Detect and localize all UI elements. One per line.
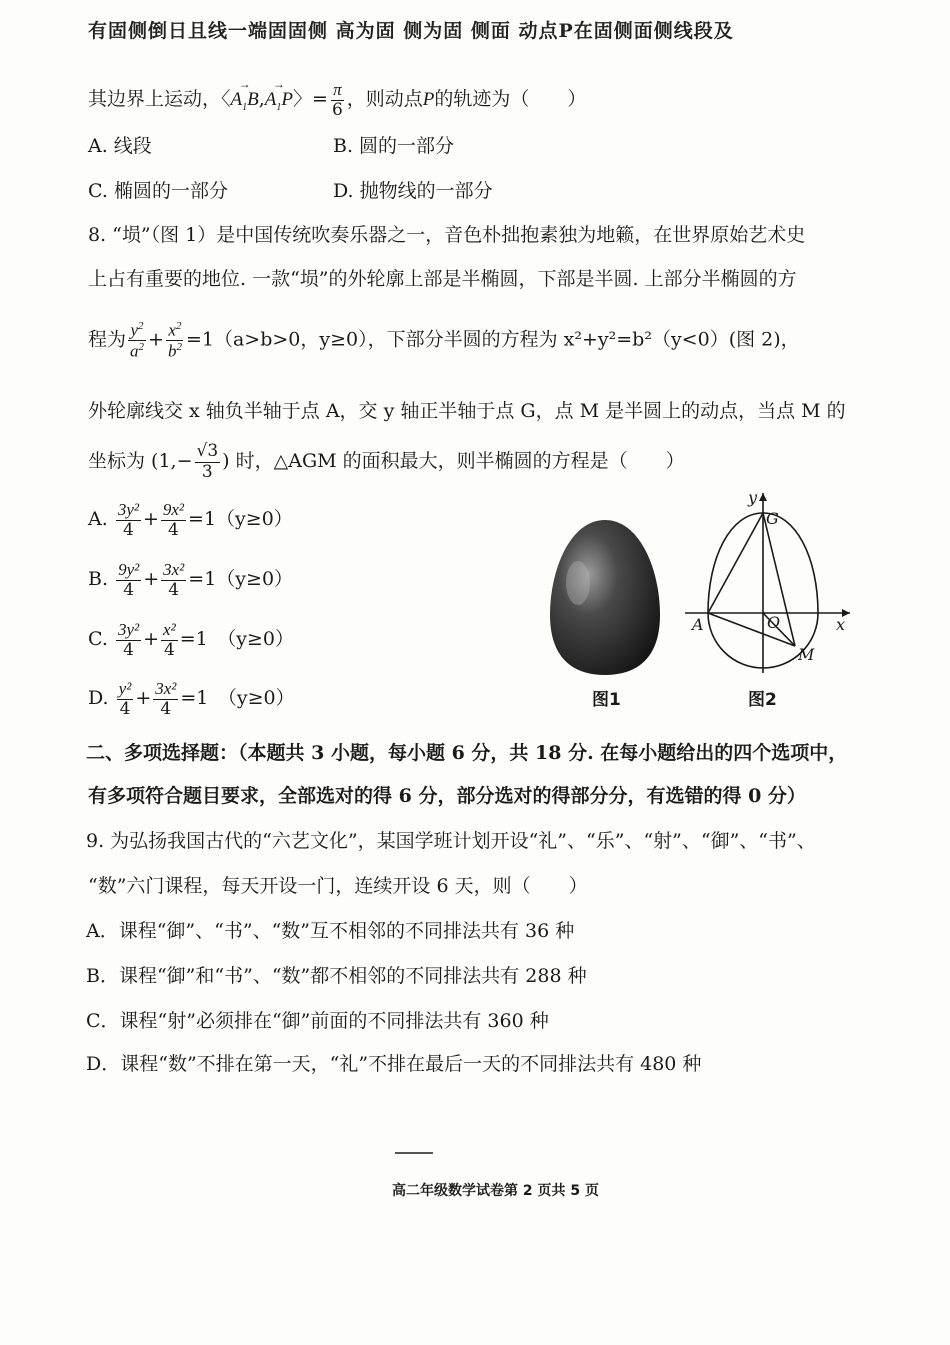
ellipse-circle-diagram — [670, 488, 860, 683]
q7-option-c: C. 椭圆的一部分 — [88, 180, 228, 202]
q7-option-d: D. 抛物线的一部分 — [333, 180, 493, 202]
q8-option-b: B. $\frac{\text{9y²}}{4}$ + $\frac{\text{3x²}}{4}$ =1（y≥0） — [88, 560, 294, 600]
pi-over-six: $\frac{\pi}{6}$ — [331, 80, 343, 120]
q7-partial-line: 有固侧倒日且线一端固固侧 高为固 侧为固 侧面 动点P在固侧面侧线段及 — [88, 20, 734, 42]
q7-option-a: A. 线段 — [88, 135, 152, 157]
angle-expression: 〈→ $A_1B,\to A_1P$〉= — [221, 88, 328, 110]
cropped-top-line — [0, 0, 950, 42]
label-y: y — [748, 488, 758, 507]
segment-AG — [708, 513, 763, 613]
section2-heading-line-1: 二、多项选择题：（本题共 3 小题，每小题 6 分，共 18 分. 在每小题给出的四个选项中， — [86, 742, 848, 764]
q8-option-d: D. $\frac{\text{y²}}{4}$ + $\frac{\text{3x²}}{4}$ =1 （y≥0） — [88, 679, 295, 719]
section2-heading-line-2: 有多项符合题目要求，全部选对的得 6 分，部分选对的得部分分，有选错的得 0 分） — [88, 785, 806, 807]
label-O: O — [767, 613, 781, 632]
label-A: A — [692, 615, 704, 634]
fig2-caption: 图2 — [748, 690, 777, 710]
page-footer: 高二年级数学试卷第 2 页共 5 页 — [392, 1183, 599, 1199]
q9-line-1: 9. 为弘扬我国古代的“六艺文化”，某国学班计划开设“礼”、“乐”、“射”、“御”、“书”、 — [86, 830, 816, 852]
q8-line-2: 上占有重要的地位. 一款“埙”的外轮廓上部是半椭圆，下部是半圆. 上部分半椭圆的方 — [88, 268, 797, 290]
q9-option-b: B．课程“御”和“书”、“数”都不相邻的不同排法共有 288 种 — [86, 965, 587, 987]
q8-line-5: 坐标为 (1,− $\frac{√3}{3}$ ) 时，△AGM 的面积最大，则半椭圆的方程是（ ） — [88, 441, 685, 482]
footer-dash — [395, 1152, 433, 1154]
segment-AM — [708, 613, 795, 646]
q8-option-c: C. $\frac{\text{3y²}}{4}$ + $\frac{\text{x²}}{4}$ =1 （y≥0） — [88, 620, 294, 660]
label-M: M — [798, 645, 815, 664]
q8-line-4: 外轮廓线交 x 轴负半轴于点 A，交 y 轴正半轴于点 G，点 M 是半圆上的动点，当点 M 的 — [88, 400, 846, 422]
fig1-caption: 图1 — [592, 690, 621, 710]
label-x: x — [836, 615, 846, 634]
q7-option-b: B. 圆的一部分 — [333, 135, 455, 157]
q8-line-1: 8. “埙”（图 1）是中国传统吹奏乐器之一，音色朴拙抱素独为地籁，在世界原始艺术史 — [88, 224, 806, 246]
label-G: G — [766, 509, 779, 528]
q9-option-a: A．课程“御”、“书”、“数”互不相邻的不同排法共有 36 种 — [86, 920, 575, 942]
xun-instrument-photo — [540, 515, 670, 680]
q7-stem: 其边界上运动，〈→ $A_1B,\to A_1P$〉= $\frac{\pi}{6}$ ，则动点P的轨迹为（ ） — [88, 80, 586, 120]
q8-line-3: 程为 $\frac{y^2}{a^2}$ + $\frac{x^2}{b^2}$ =1（a>b>0，y≥0），下部分半圆的方程为 x²+y²=b²（y<0）(图 2)， — [88, 320, 800, 361]
q9-option-c: C．课程“射”必须排在“御”前面的不同排法共有 360 种 — [86, 1010, 549, 1032]
q9-option-d: D．课程“数”不排在第一天，“礼”不排在最后一天的不同排法共有 480 种 — [86, 1053, 702, 1075]
q8-option-a: A. $\frac{\text{3y²}}{4}$ + $\frac{\text{9x²}}{4}$ =1（y≥0） — [88, 500, 293, 540]
q9-line-2: “数”六门课程，每天开设一门，连续开设 6 天，则（ ） — [88, 875, 588, 897]
